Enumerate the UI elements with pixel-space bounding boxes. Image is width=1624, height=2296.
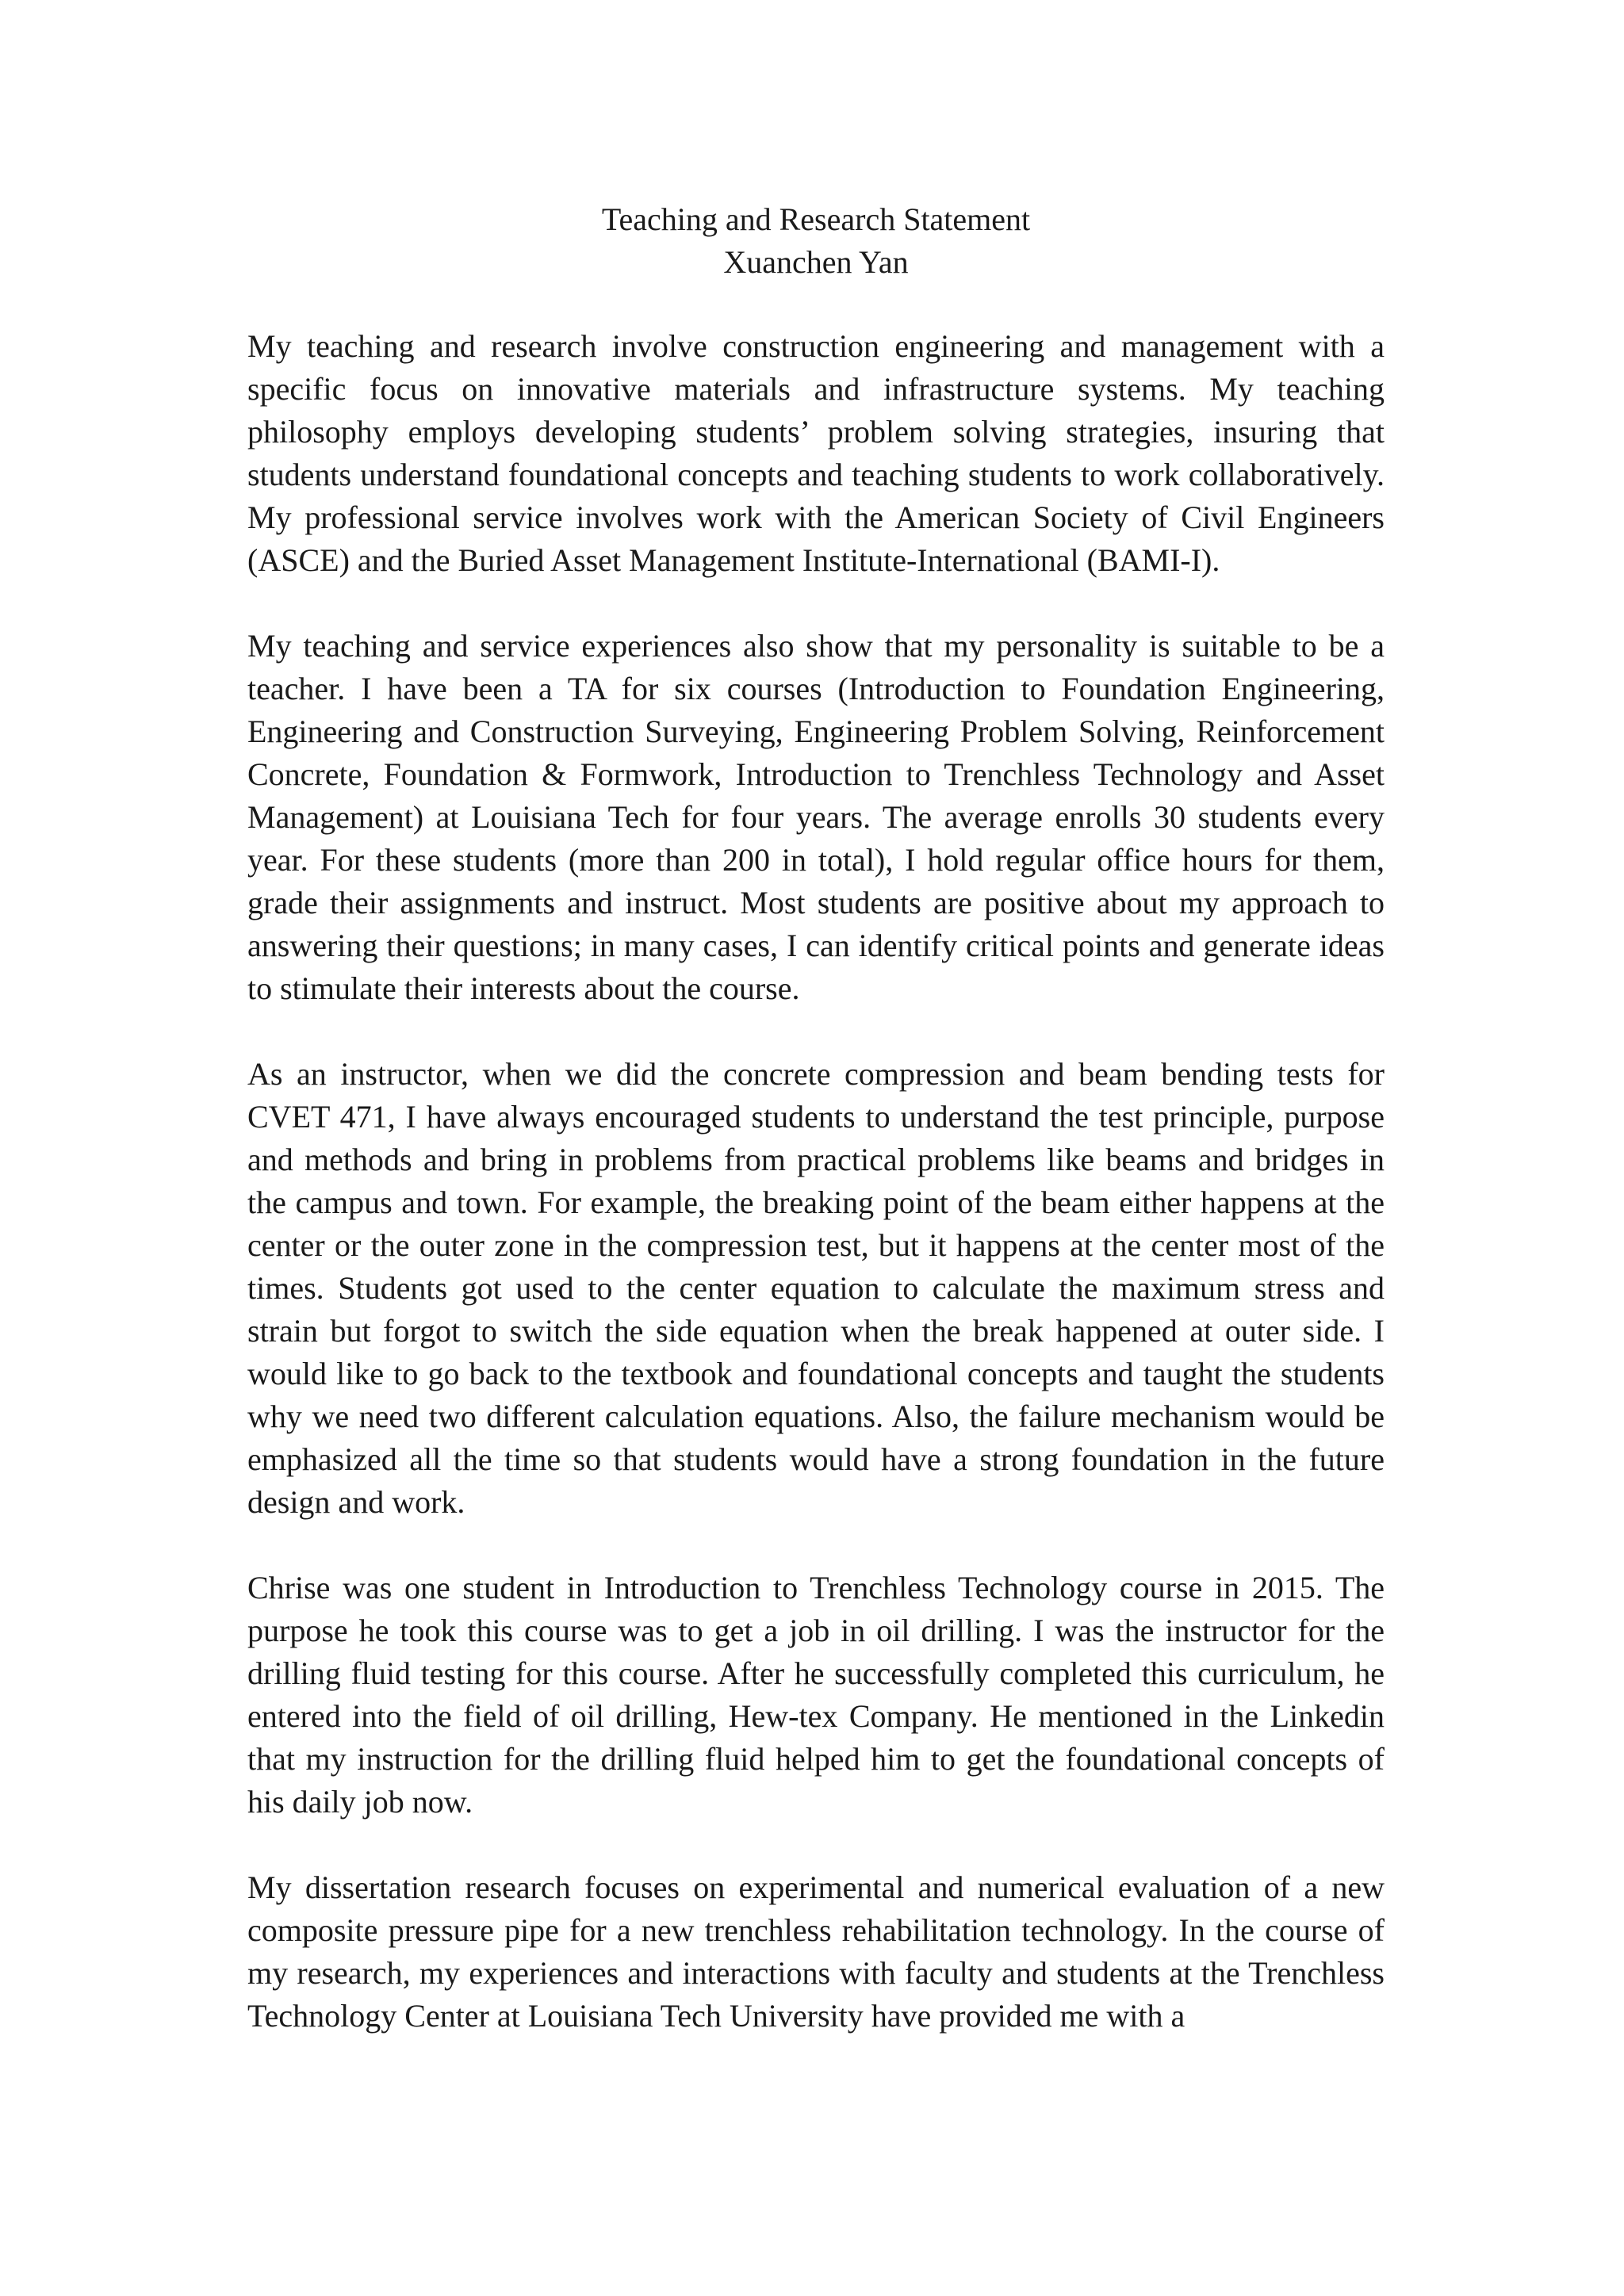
paragraph-teaching-experience: My teaching and service experiences also show that my personality is suitable to be a teacher. I have been a TA for six courses (Introduction to Foundation Engineering, Engineering and Construction Surveying, Engineering Problem Solving, Reinforcement Concrete, Foundation & Formwork, Introduction to Trenchless Technology and Asset Management) at Louisiana Tech for four years. The average enrolls 30 students every year. For these students (more than 200 in total), I hold regular office hours for them, grade their assignments and instruct. Most students are positive about my approach to answering their questions; in many cases, I can identify critical points and generate ideas to stimulate their interests about the course. [247,628,1385,1006]
paragraph-instructor: As an instructor, when we did the concrete compression and beam bending tests for CVET 471, I have always encouraged students to understand the test principle, purpose and methods and bring in problems from practical problems like beams and bridges in the campus and town. For example, the breaking point of the beam either happens at the center or the outer zone in the compression test, but it happens at the center most of the times. Students got used to the center equation to calculate the maximum stress and strain but forgot to switch the side equation when the break happened at outer side. I would like to go back to the textbook and foundational concepts and taught the students why we need two different calculation equations. Also, the failure mechanism would be emphasized all the time so that students would have a strong foundation in the future design and work. [247,1056,1385,1520]
paragraph-student-example: Chrise was one student in Introduction to Trenchless Technology course in 2015. The purpose he took this course was to get a job in oil drilling. I was the instructor for the drilling fluid testing for this course. After he successfully completed this curriculum, he entered into the field of oil drilling, Hew-tex Company. He mentioned in the Linkedin that my instruction for the drilling fluid helped him to get the foundational concepts of his daily job now. [247,1570,1385,1820]
title-block [247,198,1385,284]
document-author: Xuanchen Yan [723,244,909,280]
paragraph-research: My dissertation research focuses on experimental and numerical evaluation of a new composite pressure pipe for a new trenchless rehabilitation technology. In the course of my research, my experiences and interactions with faculty and students at the Trenchless Technology Center at Louisiana Tech University have provided me with a [247,1869,1385,2034]
paragraph-intro: My teaching and research involve construction engineering and management with a specific focus on innovative materials and infrastructure systems. My teaching philosophy employs developing students’ problem solving strategies, insuring that students understand foundational concepts and teaching students to work collaboratively. My professional service involves work with the American Society of Civil Engineers (ASCE) and the Buried Asset Management Institute-International (BAMI-I). [247,328,1385,578]
document-page [247,198,1385,2080]
document-title: Teaching and Research Statement [601,201,1031,237]
